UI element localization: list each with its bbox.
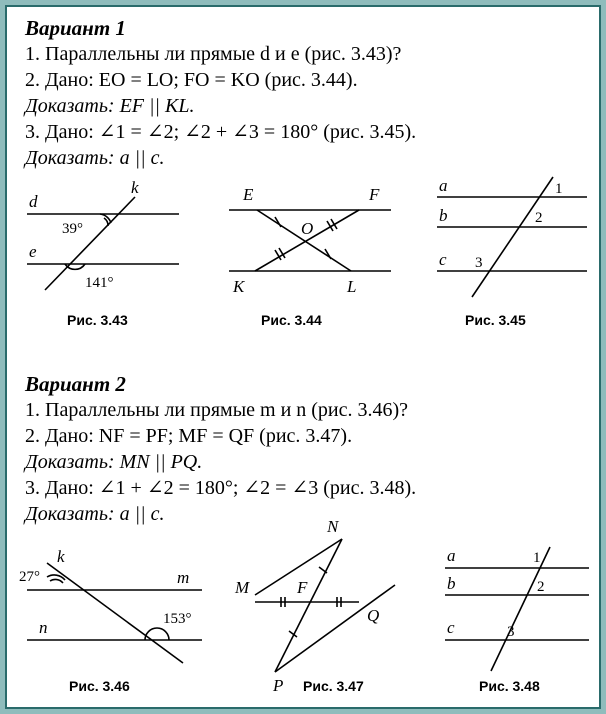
label-F: F	[369, 185, 380, 204]
label-angle-153: 153°	[163, 611, 192, 627]
label-d: d	[29, 192, 38, 211]
label-k: k	[57, 547, 65, 566]
variant1-question-1: 1. Параллельны ли прямые d и e (рис. 3.43)?	[25, 43, 402, 65]
label-angle-1: 1	[533, 550, 541, 566]
label-E: E	[243, 185, 254, 204]
transversal	[491, 547, 550, 671]
label-a: a	[439, 176, 448, 195]
figure-3-45	[437, 177, 587, 297]
label-K: K	[233, 277, 245, 296]
caption-3-45: Рис. 3.45	[465, 312, 526, 328]
worksheet-page	[5, 5, 601, 709]
caption-3-44: Рис. 3.44	[261, 312, 322, 328]
label-b: b	[439, 206, 448, 225]
label-angle-3: 3	[475, 255, 483, 271]
label-m: m	[177, 568, 190, 587]
variant2-heading: Вариант 2	[25, 372, 126, 396]
caption-3-46: Рис. 3.46	[69, 678, 130, 694]
variant1-heading: Вариант 1	[25, 16, 126, 40]
transversal	[472, 177, 553, 297]
label-angle-141: 141°	[85, 275, 114, 291]
variant2-question-3-prove: Доказать: a || c.	[25, 503, 165, 525]
label-n: n	[39, 618, 48, 637]
figures-canvas	[7, 7, 601, 709]
variant1-question-2-prove: Доказать: EF || KL.	[25, 95, 195, 117]
label-P: P	[273, 676, 284, 695]
label-angle-3: 3	[507, 624, 515, 640]
label-L: L	[347, 277, 357, 296]
label-a: a	[447, 546, 456, 565]
caption-3-48: Рис. 3.48	[479, 678, 540, 694]
label-angle-1: 1	[555, 181, 563, 197]
variant2-question-1: 1. Параллельны ли прямые m и n (рис. 3.46)?	[25, 399, 409, 421]
label-F: F	[297, 578, 308, 597]
label-b: b	[447, 574, 456, 593]
label-angle-2: 2	[535, 210, 543, 226]
label-M: M	[235, 578, 250, 597]
label-Q: Q	[367, 606, 380, 625]
angle-arc-39-inner	[104, 218, 108, 226]
label-k: k	[131, 178, 139, 197]
angle-arc-27-inner	[50, 579, 63, 583]
label-angle-39: 39°	[62, 221, 83, 237]
angle-arc-141	[65, 264, 85, 269]
label-angle-2: 2	[537, 579, 545, 595]
variant1-question-3: 3. Дано: ∠1 = ∠2; ∠2 + ∠3 = 180° (рис. 3.45).	[25, 121, 417, 143]
label-c: c	[447, 618, 455, 637]
variant2-question-3: 3. Дано: ∠1 + ∠2 = 180°; ∠2 = ∠3 (рис. 3.48).	[25, 477, 417, 499]
label-N: N	[327, 517, 339, 536]
label-e: e	[29, 242, 37, 261]
segment-pq	[275, 585, 395, 672]
variant1-question-2: 2. Дано: EO = LO; FO = KO (рис. 3.44).	[25, 69, 358, 91]
caption-3-47: Рис. 3.47	[303, 678, 364, 694]
variant1-question-3-prove: Доказать: a || c.	[25, 147, 165, 169]
label-O: O	[301, 219, 314, 238]
label-c: c	[439, 250, 447, 269]
figure-3-48	[445, 547, 589, 671]
label-angle-27: 27°	[19, 569, 40, 585]
variant2-question-2: 2. Дано: NF = PF; MF = QF (рис. 3.47).	[25, 425, 353, 447]
caption-3-43: Рис. 3.43	[67, 312, 128, 328]
variant2-question-2-prove: Доказать: MN || PQ.	[25, 451, 203, 473]
